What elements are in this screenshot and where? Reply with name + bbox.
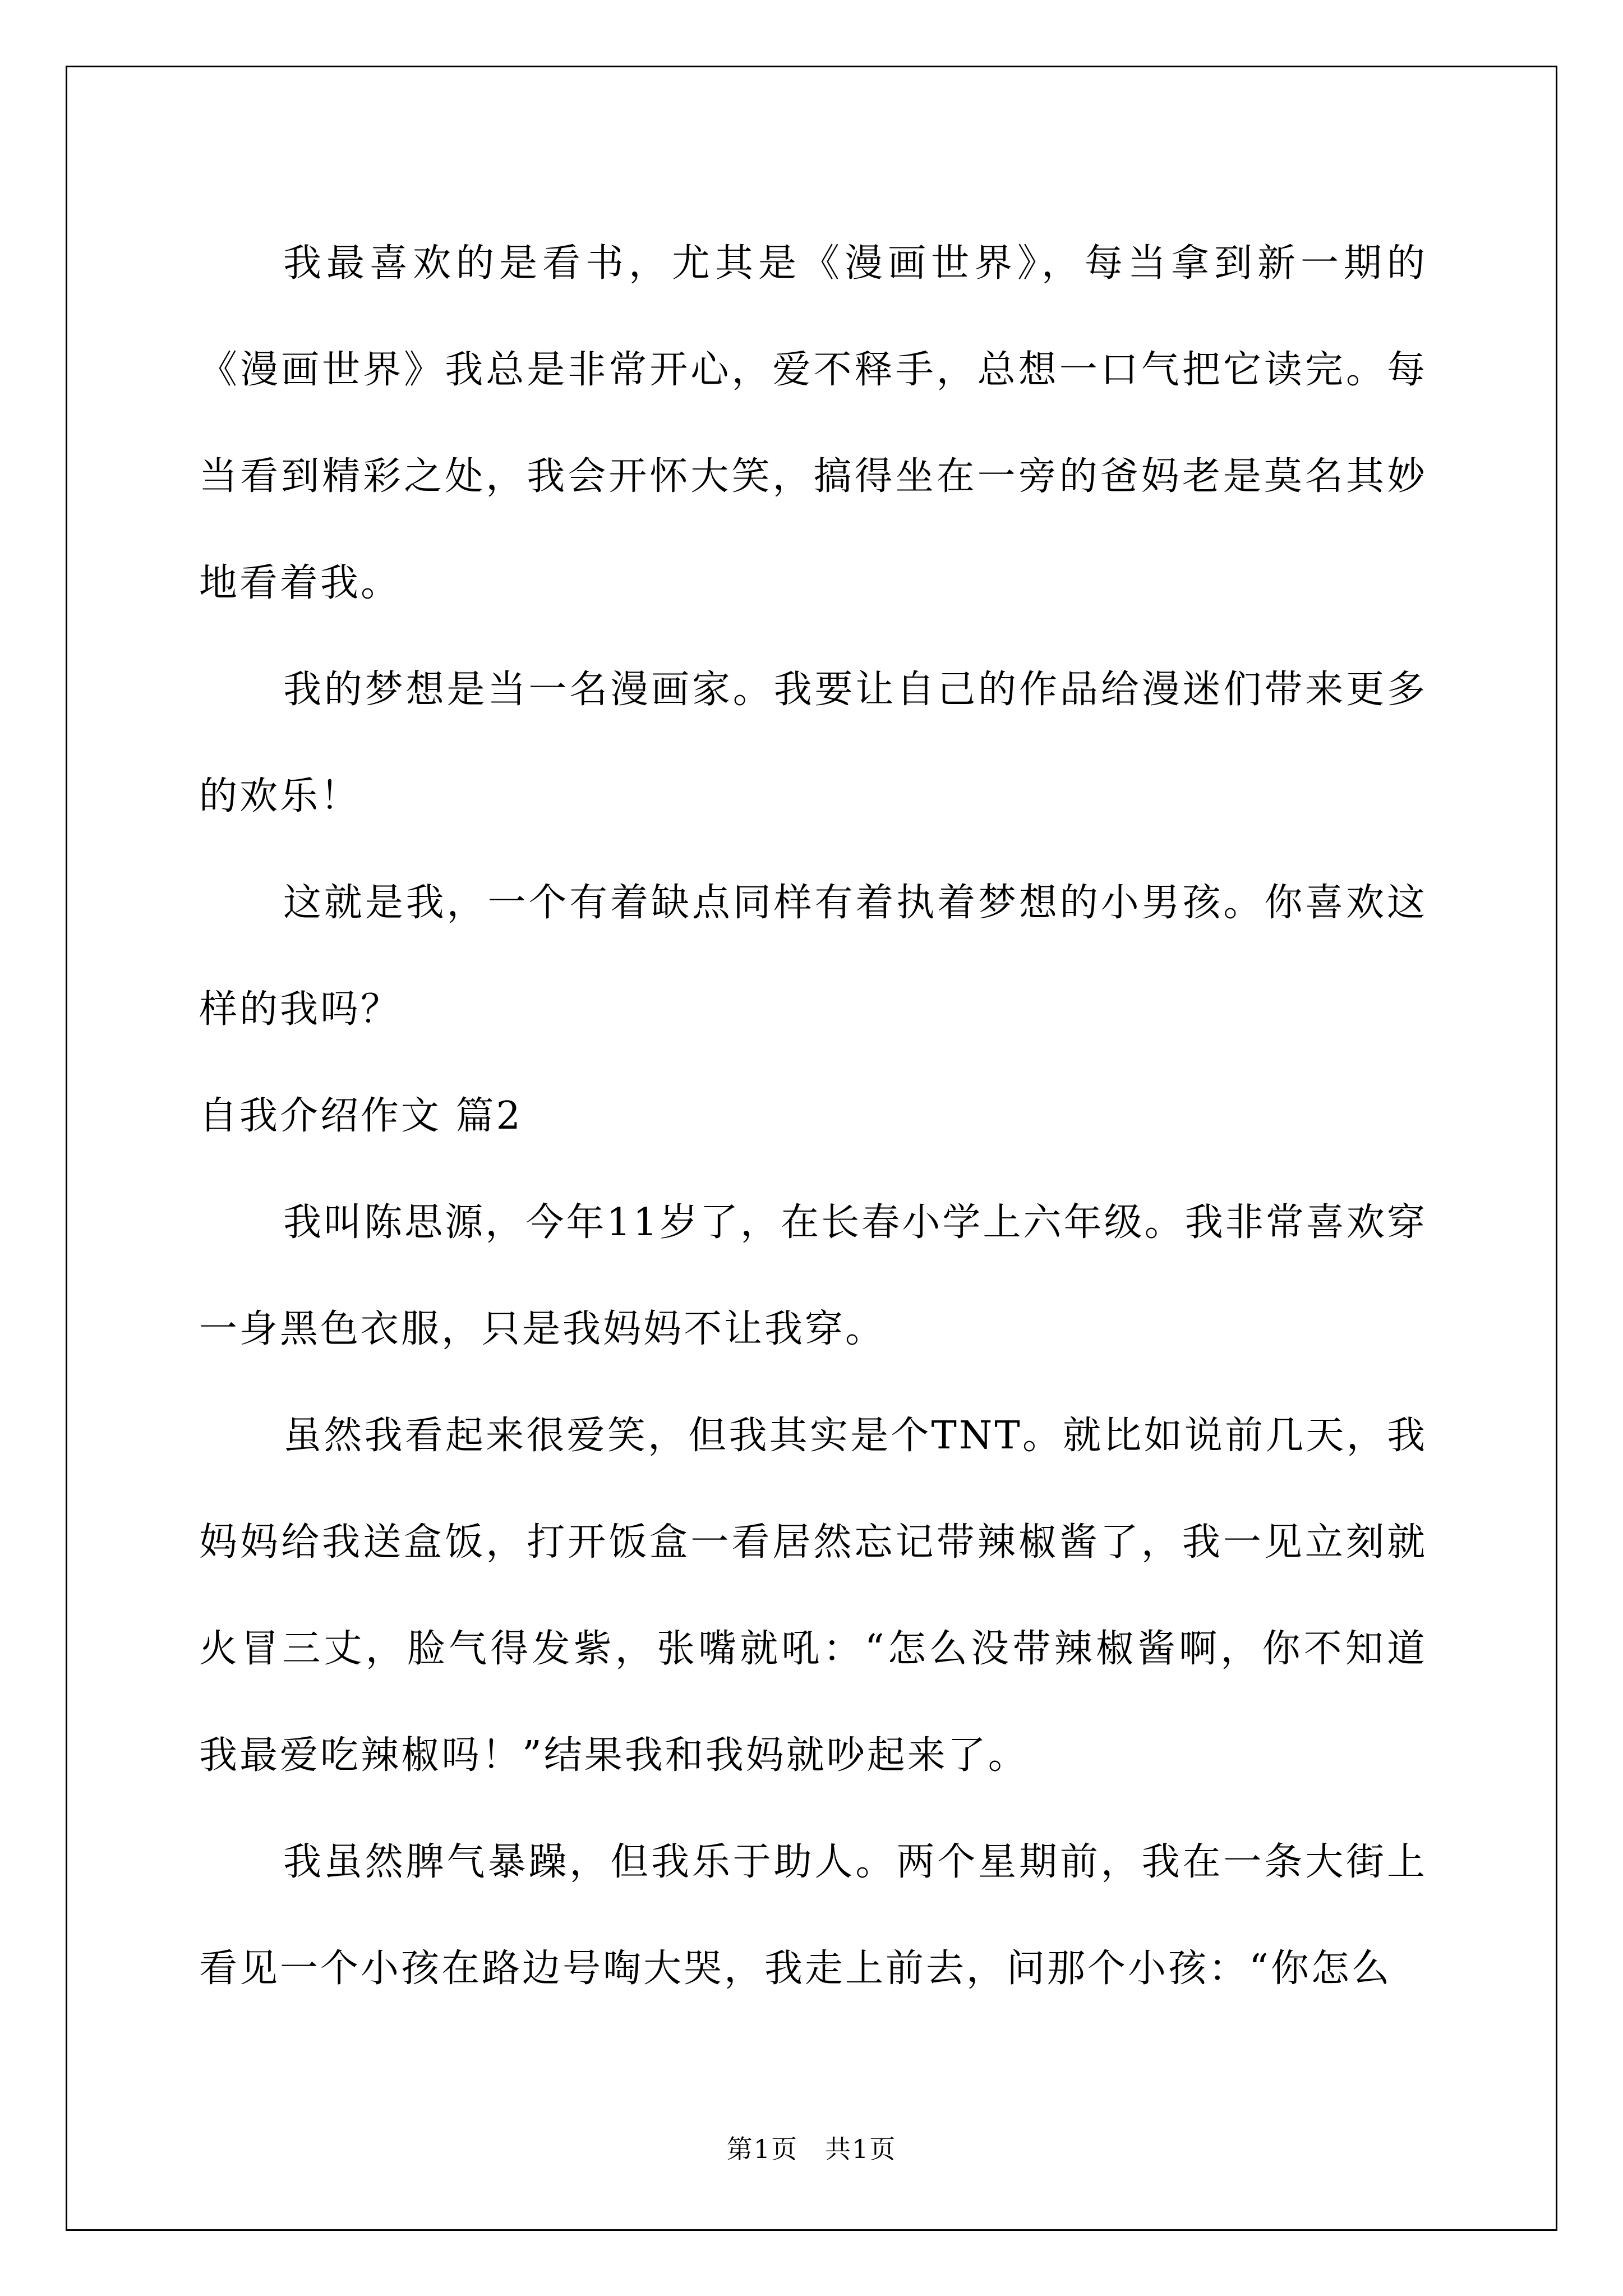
page-footer: 第1页 共1页: [726, 2134, 897, 2164]
document-body: [199, 210, 1427, 2022]
paragraph-3: 这就是我，一个有着缺点同样有着执着梦想的小男孩。你喜欢这样的我吗？: [199, 881, 1427, 1032]
paragraph-2: 我的梦想是当一名漫画家。我要让自己的作品给漫迷们带来更多的欢乐！: [199, 668, 1427, 818]
paragraph-1: 我最喜欢的是看书，尤其是《漫画世界》，每当拿到新一期的《漫画世界》我总是非常开心，爱不释手，总想一口气把它读完。每当看到精彩之处，我会开怀大笑，搞得坐在一旁的爸妈老是莫名其妙地看着我。: [199, 241, 1427, 605]
section-heading: 自我介绍作文 篇2: [199, 1094, 523, 1138]
paragraph-4: 我叫陈思源，今年11岁了，在长春小学上六年级。我非常喜欢穿一身黑色衣服，只是我妈妈不让我穿。: [199, 1200, 1427, 1351]
paragraph-5: 虽然我看起来很爱笑，但我其实是个TNT。就比如说前几天，我妈妈给我送盒饭，打开饭盒一看居然忘记带辣椒酱了，我一见立刻就火冒三丈，脸气得发紫，张嘴就吼：“怎么没带辣椒酱啊，你不知道我最爱吃辣椒吗！”结果我和我妈就吵起来了。: [199, 1414, 1427, 1778]
paragraph-6: 我虽然脾气暴躁，但我乐于助人。两个星期前，我在一条大街上看见一个小孩在路边号啕大哭，我走上前去，问那个小孩：“你怎么: [199, 1840, 1427, 1991]
